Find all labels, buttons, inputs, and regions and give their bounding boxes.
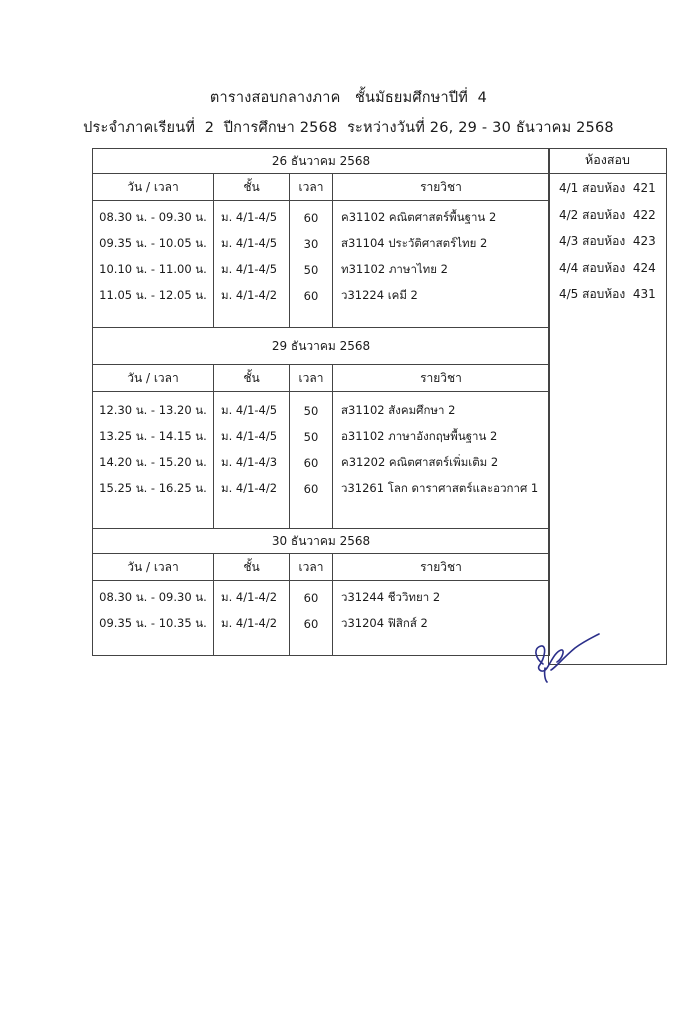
table-row [93, 611, 550, 637]
column-header-level: ชั้น [214, 174, 290, 201]
exam-subject: ว31244 ชีววิทยา 2 [333, 581, 550, 612]
exam-time: 13.25 น. - 14.15 น. [93, 424, 214, 450]
exam-time: 08.30 น. - 09.30 น. [93, 581, 214, 612]
exam-time: 14.20 น. - 15.20 น. [93, 450, 214, 476]
exam-level: ม. 4/1-4/2 [214, 581, 290, 612]
exam-level: ม. 4/1-4/5 [214, 231, 290, 257]
page-title: ตารางสอบกลางภาค ชั้นมัธยมศึกษาปีที่ 4 [209, 90, 488, 106]
page-subtitle: ประจำภาคเรียนที่ 2 ปีการศึกษา 2568 ระหว่างวันที่ 26, 29 - 30 ธันวาคม 2568 [83, 120, 614, 136]
exam-minutes: 60 [290, 611, 333, 637]
table-row [93, 424, 550, 450]
exam-minutes: 30 [290, 231, 333, 257]
exam-minutes: 60 [290, 201, 333, 232]
room-item: 4/3 สอบห้อง 423 [559, 234, 656, 248]
column-header-minutes: เวลา [290, 174, 333, 201]
day-heading: 26 ธันวาคม 2568 [93, 149, 550, 174]
exam-minutes: 60 [290, 283, 333, 309]
signature [525, 618, 605, 684]
exam-subject: ท31102 ภาษาไทย 2 [333, 257, 550, 283]
column-header-time: วัน / เวลา [93, 174, 214, 201]
exam-level: ม. 4/1-4/5 [214, 257, 290, 283]
exam-time: 08.30 น. - 09.30 น. [93, 201, 214, 232]
exam-level: ม. 4/1-4/2 [214, 611, 290, 637]
exam-level: ม. 4/1-4/2 [214, 476, 290, 502]
table-row [93, 231, 550, 257]
column-header-minutes: เวลา [290, 365, 333, 392]
exam-schedule-table [92, 148, 550, 656]
exam-subject: ส31102 สังคมศึกษา 2 [333, 398, 550, 424]
exam-time: 15.25 น. - 16.25 น. [93, 476, 214, 502]
room-item: 4/5 สอบห้อง 431 [559, 287, 656, 301]
room-item: 4/2 สอบห้อง 422 [559, 207, 656, 222]
table-row [93, 476, 550, 502]
exam-minutes: 50 [290, 424, 333, 450]
exam-time: 10.10 น. - 11.00 น. [93, 257, 214, 283]
exam-subject: ว31261 โลก ดาราศาสตร์และอวกาศ 1 [333, 476, 550, 502]
exam-subject: ส31104 ประวัติศาสตร์ไทย 2 [333, 231, 550, 257]
exam-subject: ค31202 คณิตศาสตร์เพิ่มเติม 2 [333, 450, 550, 476]
table-row [93, 398, 550, 424]
column-header-level: ชั้น [214, 554, 290, 581]
table-row [93, 450, 550, 476]
exam-time: 09.35 น. - 10.05 น. [93, 231, 214, 257]
table-row [93, 201, 550, 232]
day-heading: 30 ธันวาคม 2568 [93, 529, 550, 554]
exam-level: ม. 4/1-4/5 [214, 398, 290, 424]
exam-minutes: 60 [290, 450, 333, 476]
exam-subject: ว31224 เคมี 2 [333, 283, 550, 309]
rooms-header: ห้องสอบ [549, 149, 666, 174]
exam-subject: ค31102 คณิตศาสตร์พื้นฐาน 2 [333, 201, 550, 232]
exam-time: 09.35 น. - 10.35 น. [93, 611, 214, 637]
exam-level: ม. 4/1-4/5 [214, 201, 290, 232]
exam-level: ม. 4/1-4/5 [214, 424, 290, 450]
column-header-subject: รายวิชา [333, 174, 550, 201]
column-header-time: วัน / เวลา [93, 554, 214, 581]
exam-rooms-panel [548, 148, 667, 665]
exam-subject: อ31102 ภาษาอังกฤษพื้นฐาน 2 [333, 424, 550, 450]
exam-minutes: 60 [290, 476, 333, 502]
table-row [93, 257, 550, 283]
column-header-subject: รายวิชา [333, 554, 550, 581]
exam-minutes: 50 [290, 257, 333, 283]
table-row [93, 581, 550, 612]
day-heading: 29 ธันวาคม 2568 [93, 328, 550, 365]
room-item: 4/1 สอบห้อง 421 [559, 181, 656, 195]
exam-time: 11.05 น. - 12.05 น. [93, 283, 214, 309]
exam-minutes: 50 [290, 398, 333, 424]
exam-subject: ว31204 ฟิสิกส์ 2 [333, 611, 550, 637]
exam-level: ม. 4/1-4/2 [214, 283, 290, 309]
exam-level: ม. 4/1-4/3 [214, 450, 290, 476]
table-row [93, 283, 550, 309]
column-header-subject: รายวิชา [333, 365, 550, 392]
room-item: 4/4 สอบห้อง 424 [559, 260, 656, 275]
exam-time: 12.30 น. - 13.20 น. [93, 398, 214, 424]
column-header-level: ชั้น [214, 365, 290, 392]
exam-minutes: 60 [290, 581, 333, 612]
column-header-time: วัน / เวลา [93, 365, 214, 392]
column-header-minutes: เวลา [290, 554, 333, 581]
